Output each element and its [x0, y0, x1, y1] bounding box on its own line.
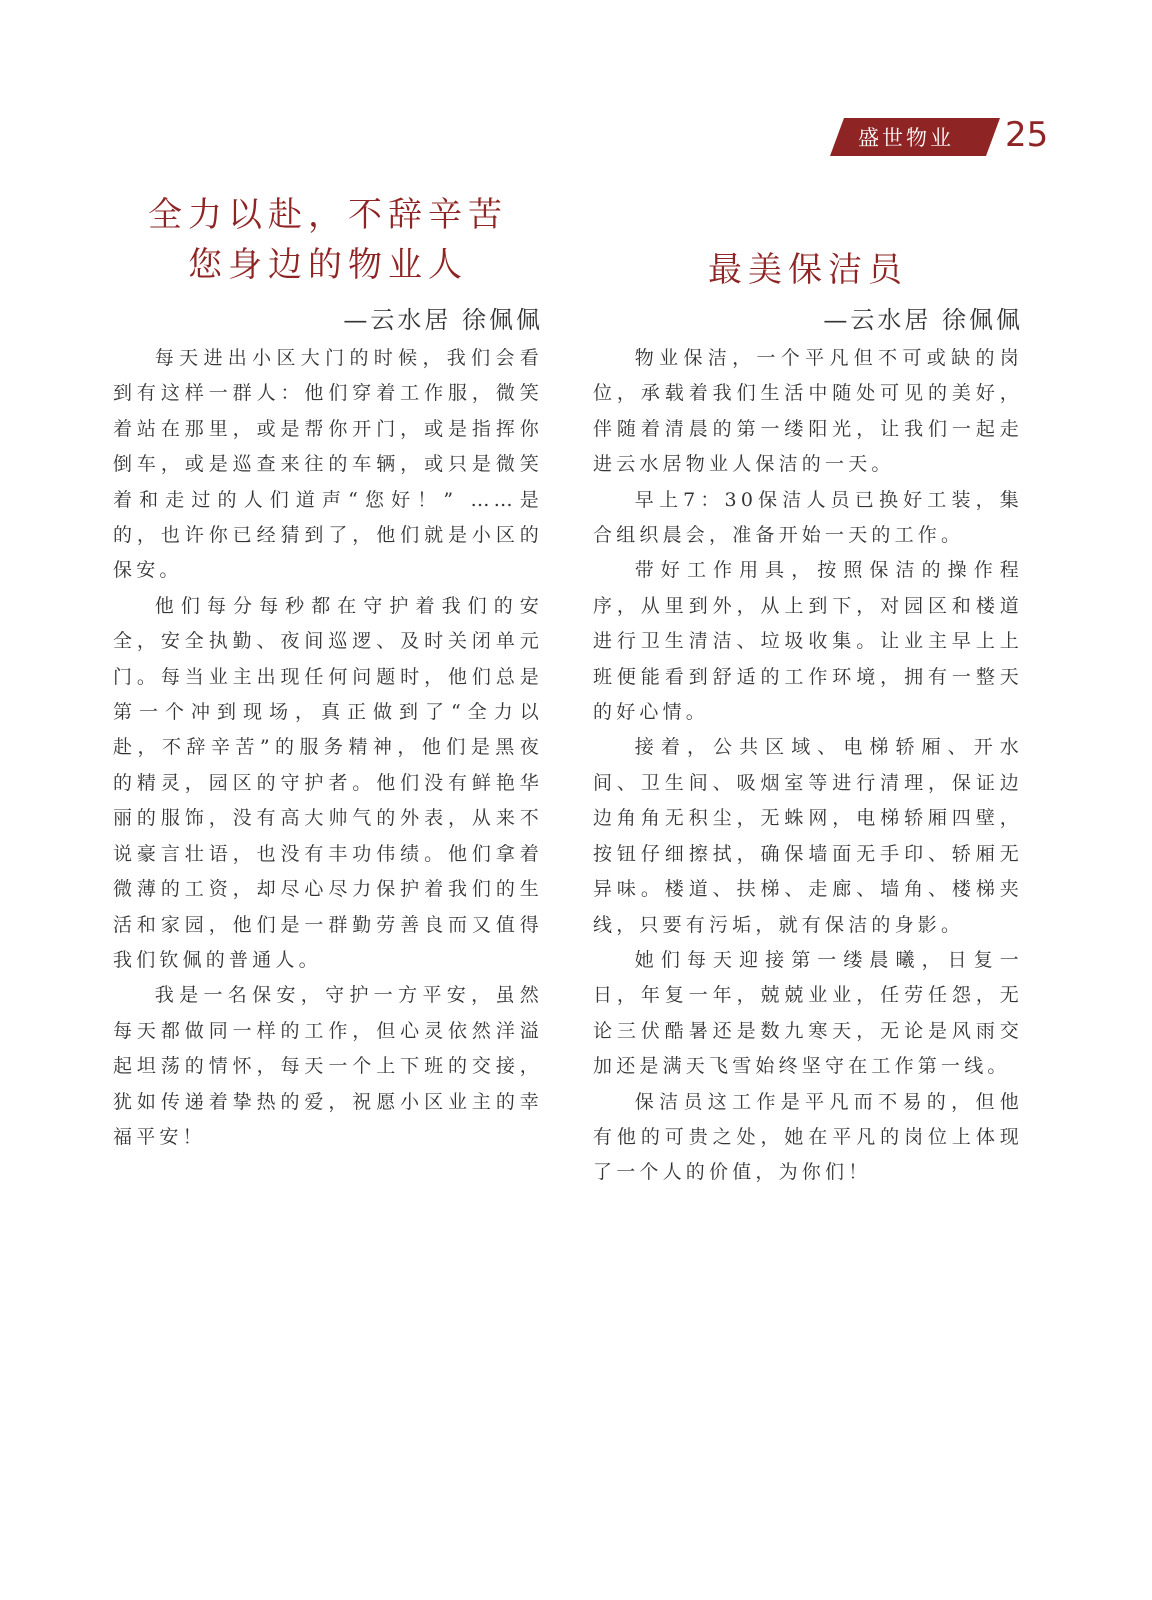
- right-article-title: [593, 190, 1023, 295]
- right-paragraph: 物业保洁，一个平凡但不可或缺的岗位，承载着我们生活中随处可见的美好，伴随着清晨的第一缕阳光，让我们一起走进云水居物业人保洁的一天。: [593, 347, 1023, 476]
- right-paragraph: 带好工作用具，按照保洁的操作程序，从里到外，从上到下，对园区和楼道进行卫生清洁、垃圾收集。让业主早上上班便能看到舒适的工作环境，拥有一整天的好心情。: [593, 559, 1023, 724]
- left-paragraph: 我是一名保安，守护一方平安，虽然每天都做同一样的工作，但心灵依然洋溢起坦荡的情怀，每天一个上下班的交接，犹如传递着挚热的爱，祝愿小区业主的幸福平安！: [113, 984, 543, 1148]
- left-paragraph: 每天进出小区大门的时候，我们会看到有这样一群人：他们穿着工作服，微笑着站在那里，或是帮你开门，或是指挥你倒车，或是巡查来往的车辆，或只是微笑着和走过的人们道声“您好！” ……是的，也许你已经猜到了，他们就是小区的保安。: [113, 347, 543, 582]
- left-article: [113, 190, 543, 1155]
- left-title-line2: 您身边的物业人: [188, 245, 468, 285]
- section-tag: [830, 118, 1000, 156]
- left-byline: —云水居 徐佩佩: [343, 306, 543, 334]
- section-label: 盛世物业: [858, 126, 954, 150]
- right-paragraph: 早上7：30保洁人员已换好工装，集合组织晨会，准备开始一天的工作。: [593, 488, 1023, 547]
- right-paragraph: 她们每天迎接第一缕晨曦，日复一日，年复一年，兢兢业业，任劳任怨，无论三伏酷暑还是数九寒天，无论是风雨交加还是满天飞雪始终坚守在工作第一线。: [593, 948, 1023, 1078]
- page-number: 25: [1005, 115, 1049, 155]
- right-byline: —云水居 徐佩佩: [823, 306, 1023, 334]
- right-paragraph: 接着，公共区域、电梯轿厢、开水间、卫生间、吸烟室等进行清理，保证边边角角无积尘，无蛛网，电梯轿厢四壁，按钮仔细擦拭，确保墙面无手印、轿厢无异味。楼道、扶梯、走廊、墙角、楼梯夹线，只要有污垢，就有保洁的身影。: [593, 736, 1023, 936]
- right-article: [593, 190, 1023, 1191]
- left-title-line1: 全力以赴，不辞辛苦: [148, 195, 508, 235]
- left-article-title: [113, 190, 543, 295]
- right-paragraph: 保洁员这工作是平凡而不易的，但他有他的可贵之处，她在平凡的岗位上体现了一个人的价值，为你们！: [593, 1090, 1023, 1184]
- left-paragraph: 他们每分每秒都在守护着我们的安全，安全执勤、夜间巡逻、及时关闭单元门。每当业主出现任何问题时，他们总是第一个冲到现场，真正做到了“全力以赴，不辞辛苦”的服务精神，他们是黑夜的精灵，园区的守护者。他们没有鲜艳华丽的服饰，没有高大帅气的外表，从来不说豪言壮语，也没有丰功伟绩。他们拿着微薄的工资，却尽心尽力保护着我们的生活和家园，他们是一群勤劳善良而又值得我们钦佩的普通人。: [113, 594, 543, 971]
- right-title: 最美保洁员: [708, 250, 908, 290]
